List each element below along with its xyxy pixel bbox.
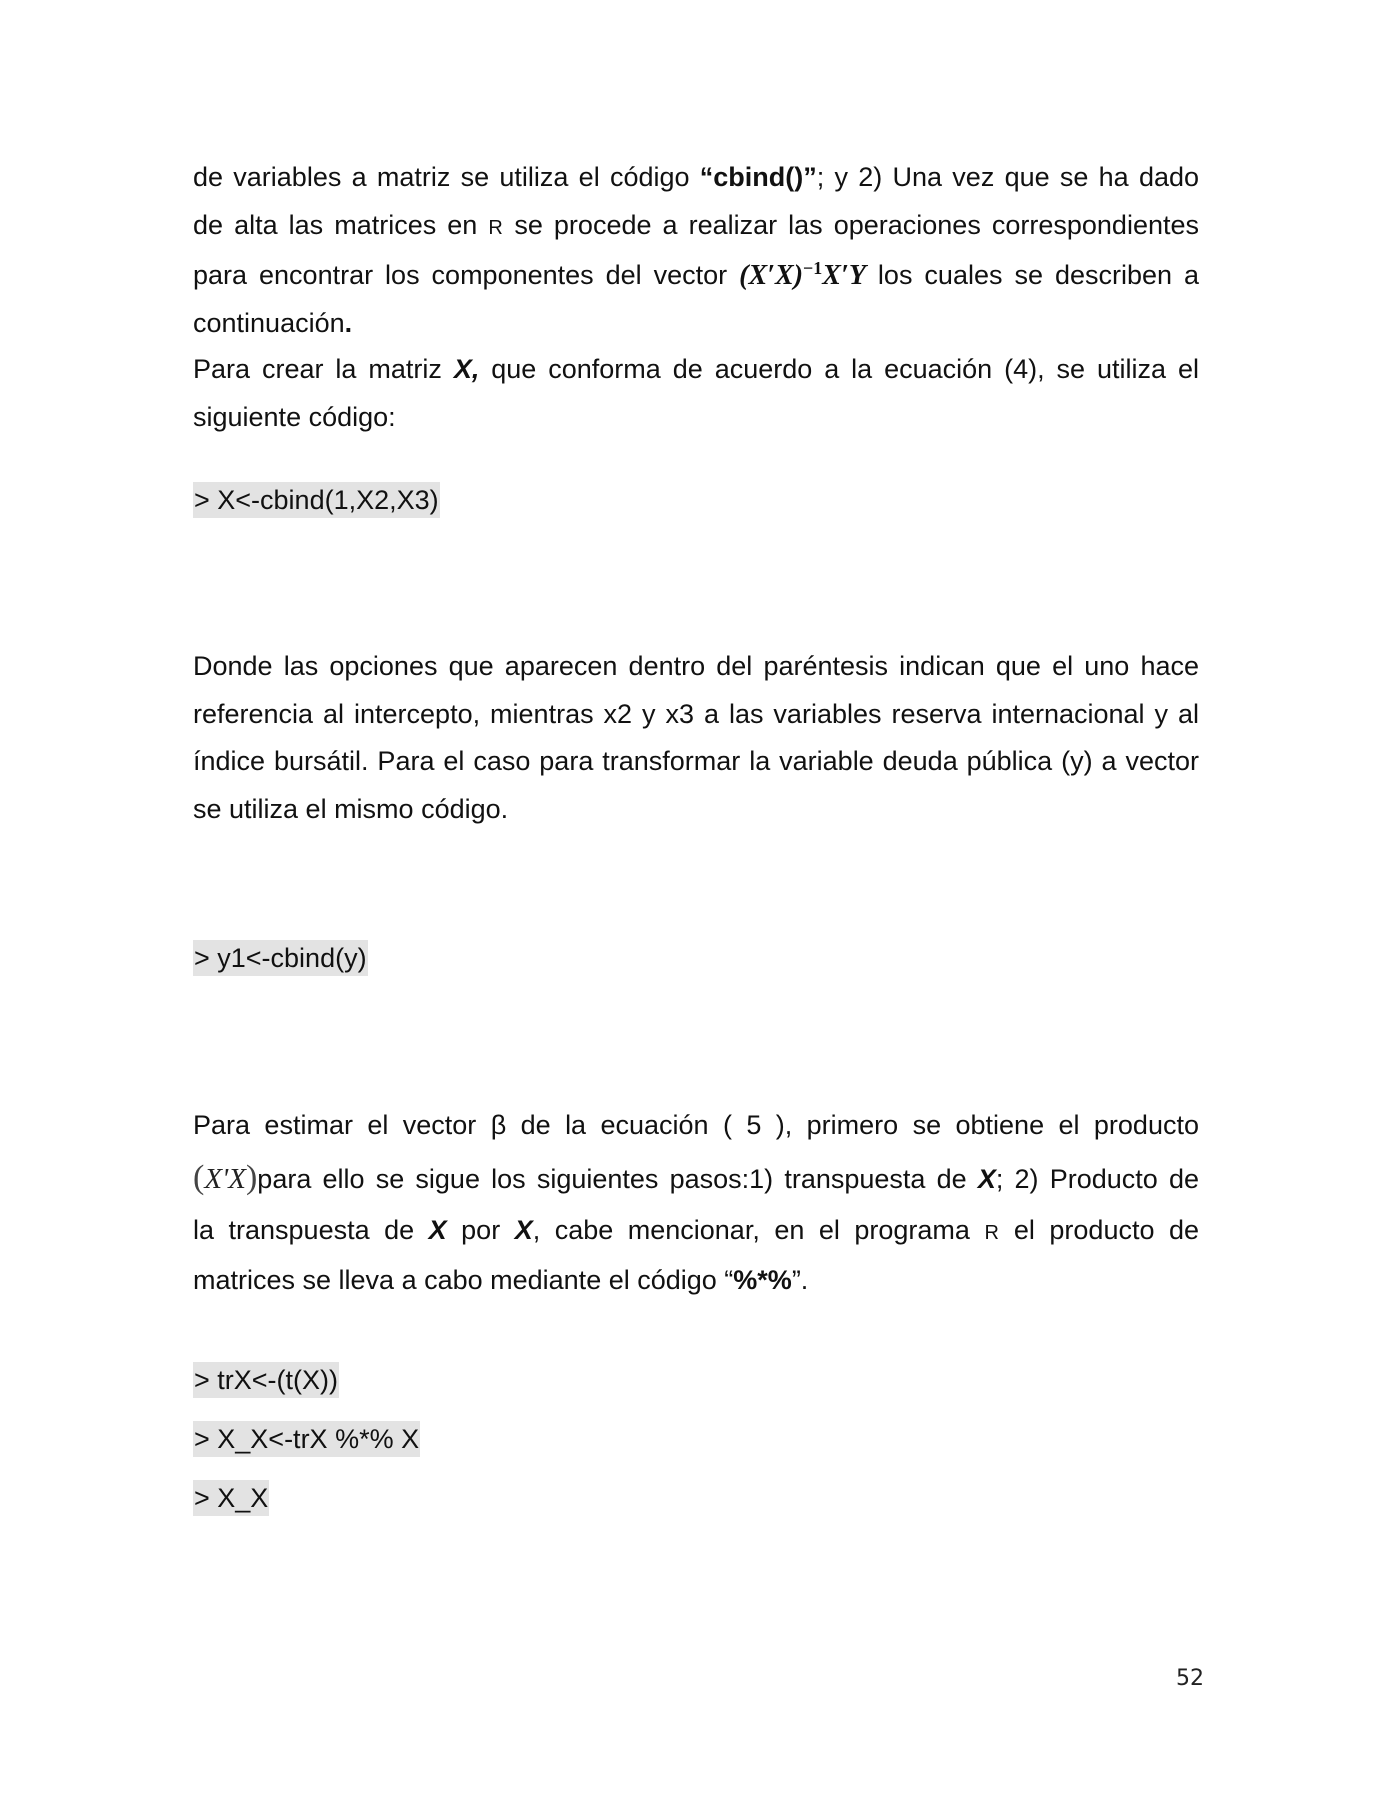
code-line-transpose: > trX<-(t(X)) [193,1362,339,1398]
code-line-product: > X_X<-trX %*% X [193,1421,420,1457]
text-line: Donde las opciones que aparecen dentro del paréntesis indican que el uno hace [193,651,1199,681]
paragraph-options-explanation [193,643,1199,833]
text-line: continuación. [193,307,353,338]
text-line: Para crear la matriz X, que conforma de acuerdo a la ecuación (4), se utiliza el [193,354,1199,384]
text-line: de alta las matrices en R se procede a realizar las operaciones correspondientes [193,209,1199,240]
text-line: se utiliza el mismo código. [193,793,509,824]
text-line: Para estimar el vector β de la ecuación ( 5 ), primero se obtiene el producto [193,1110,1199,1140]
xtx-formula: (X'X) [193,1158,258,1196]
matrix-x-ref: X, [453,354,480,384]
paragraph-matrix-intro [193,154,1199,347]
text-line: siguiente código: [193,401,396,432]
text-line: la transpuesta de X por X, cabe mencionar, en el programa R el producto de [193,1214,1200,1245]
cbind-code-ref: “cbind()” [699,162,817,192]
code-line-cbind-y: > y1<-cbind(y) [193,940,368,976]
text-line: para encontrar los componentes del vector $(X'X)^{-1}X'Y$ los cuales se describen a [193,258,1200,291]
vector-formula: $(X'X)^{-1}X'Y$ [739,258,866,291]
code-line-print: > X_X [193,1480,269,1516]
text-line: referencia al intercepto, mientras x2 y x3 a las variables reserva internacional y al [193,698,1199,729]
text-line: (X'X)para ello se sigue los siguientes pasos:1) transpuesta de X; 2) Producto de [193,1158,1199,1196]
text-line: índice bursátil. Para el caso para transformar la variable deuda pública (y) a vector [193,746,1199,776]
paragraph-estimate-beta [193,1102,1199,1305]
paragraph-create-matrix [193,346,1199,441]
code-line-cbind-x: > X<-cbind(1,X2,X3) [193,482,440,518]
text-line: matrices se lleva a cabo mediante el código “%*%”. [193,1265,809,1295]
r-program-name: R [488,216,504,239]
text-line: de variables a matriz se utiliza el código “cbind()”; y 2) Una vez que se ha dado [193,162,1200,192]
page-number: 52 [1176,1666,1204,1691]
